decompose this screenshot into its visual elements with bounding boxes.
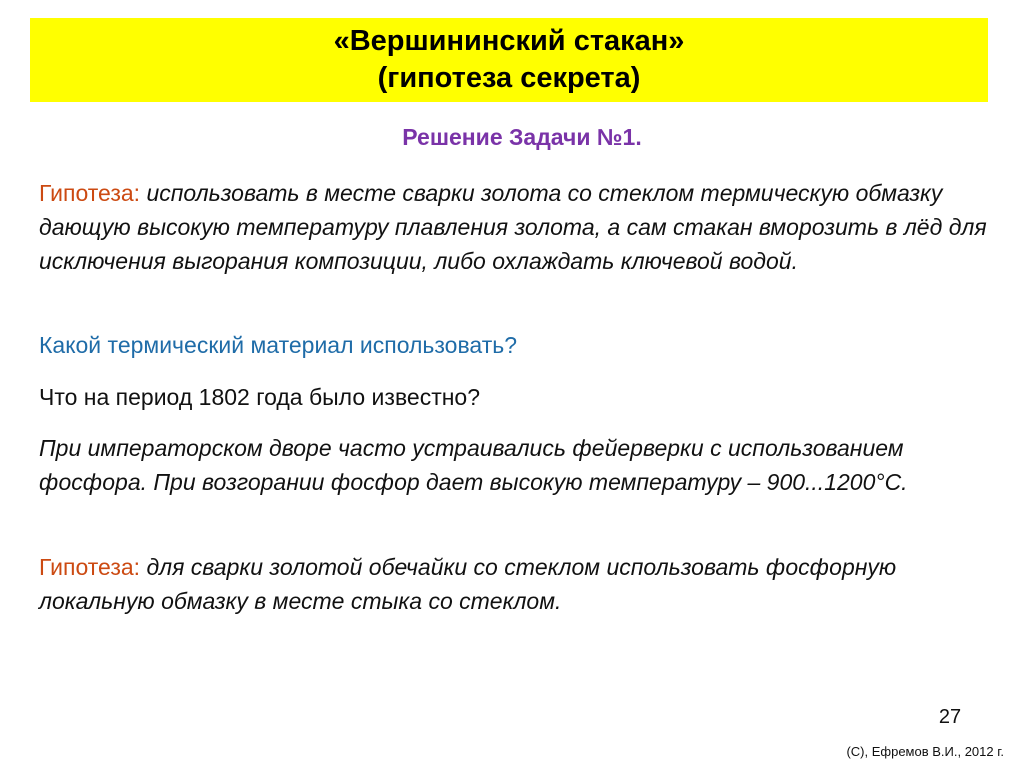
hypothesis-label-1: Гипотеза: xyxy=(39,180,141,206)
paragraph-known: Что на период 1802 года было известно? xyxy=(39,384,481,410)
paragraph-hypothesis-2 xyxy=(39,550,989,618)
title-banner xyxy=(30,18,988,102)
paragraph-question: Какой термический материал использовать? xyxy=(39,332,518,358)
paragraph-fireworks: При императорском дворе часто устраивались фейерверки с использованием фосфора. При возгорании фосфор дает высокую температуру – 900...1200°С. xyxy=(39,435,908,495)
hypothesis-label-2: Гипотеза: xyxy=(39,554,141,580)
slide-title-line-2: (гипотеза секрета) xyxy=(377,62,641,94)
page-number: 27 xyxy=(938,706,962,728)
hypothesis-text-2: для сварки золотой обечайки со стеклом использовать фосфорную локальную обмазку в месте стыка со стеклом. xyxy=(39,554,897,614)
paragraph-hypothesis-1 xyxy=(39,176,989,278)
hypothesis-text-1: использовать в месте сварки золота со стеклом термическую обмазку дающую высокую температуру плавления золота, а сам стакан вморозить в лёд для исключения выгорания композиции, либо охлаждать ключевой водой. xyxy=(39,180,987,274)
slide-title-line-1: «Вершининский стакан» xyxy=(333,25,685,57)
copyright-footer: (С), Ефремов В.И., 2012 г. xyxy=(846,744,1004,759)
slide-subtitle: Решение Задачи №1. xyxy=(402,124,642,150)
